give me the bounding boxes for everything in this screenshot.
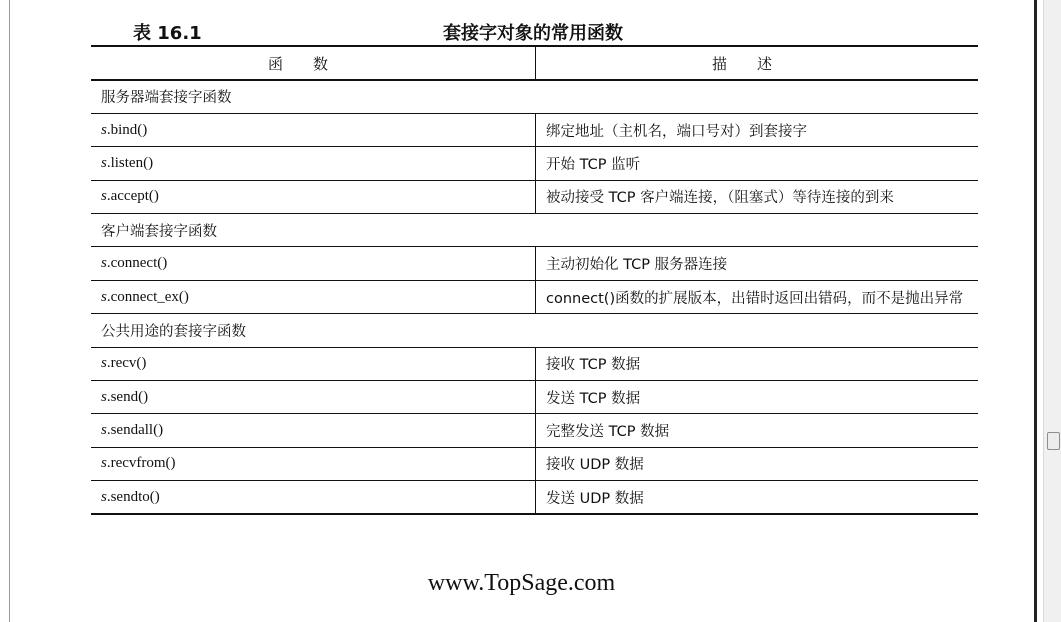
method-name: .recvfrom(): [106, 455, 176, 472]
description-cell: 接收 TCP 数据: [536, 347, 979, 380]
function-cell: [91, 381, 536, 414]
description-cell: connect()函数的扩展版本，出错时返回出错码，而不是抛出异常: [536, 280, 979, 313]
section-row: [91, 80, 978, 113]
method-name: .bind(): [106, 121, 148, 138]
description-cell: 完整发送 TCP 数据: [536, 414, 979, 447]
table-row: [91, 481, 978, 514]
table-row: [91, 247, 978, 280]
table-body: [91, 80, 978, 514]
method-name: .listen(): [106, 154, 154, 171]
object-name: s: [101, 188, 107, 205]
object-name: s: [101, 388, 107, 405]
method-name: .sendall(): [106, 422, 164, 439]
description-cell: 被动接受 TCP 客户端连接，（阻塞式）等待连接的到来: [536, 180, 979, 213]
section-row: [91, 214, 978, 247]
table-row: [91, 180, 978, 213]
object-name: s: [101, 455, 107, 472]
function-cell: [91, 247, 536, 280]
method-name: .connect(): [106, 255, 168, 272]
function-cell: [91, 481, 536, 514]
description-cell: 主动初始化 TCP 服务器连接: [536, 247, 979, 280]
header-function: 函数: [91, 46, 536, 80]
table-row: [91, 280, 978, 313]
function-cell: [91, 414, 536, 447]
object-name: s: [101, 422, 107, 439]
page-right-edge: [1034, 0, 1037, 622]
object-name: s: [101, 121, 107, 138]
description-cell: 发送 UDP 数据: [536, 481, 979, 514]
function-cell: [91, 113, 536, 146]
section-row: [91, 314, 978, 347]
table-number: 表 16.1: [133, 23, 202, 44]
object-name: s: [101, 255, 107, 272]
page-left-edge: [9, 0, 10, 622]
table-header-row: [91, 46, 978, 80]
header-description: 描述: [536, 46, 979, 80]
description-cell: 开始 TCP 监听: [536, 147, 979, 180]
object-name: s: [101, 154, 107, 171]
method-name: .accept(): [106, 188, 159, 205]
scrollbar-thumb[interactable]: [1047, 432, 1060, 450]
description-cell: 绑定地址（主机名，端口号对）到套接字: [536, 113, 979, 146]
section-heading: 客户端套接字函数: [91, 214, 978, 247]
table-row: [91, 347, 978, 380]
function-cell: [91, 347, 536, 380]
object-name: s: [101, 355, 107, 372]
section-heading: 服务器端套接字函数: [91, 80, 978, 113]
table-row: [91, 414, 978, 447]
function-cell: [91, 280, 536, 313]
table-row: [91, 381, 978, 414]
description-cell: 发送 TCP 数据: [536, 381, 979, 414]
section-heading: 公共用途的套接字函数: [91, 314, 978, 347]
description-cell: 接收 UDP 数据: [536, 447, 979, 480]
table-title: 套接字对象的常用函数: [443, 23, 623, 44]
method-name: .connect_ex(): [106, 288, 189, 305]
vertical-scrollbar[interactable]: [1043, 0, 1061, 622]
table-row: [91, 113, 978, 146]
function-cell: [91, 180, 536, 213]
function-cell: [91, 147, 536, 180]
table-row: [91, 447, 978, 480]
object-name: s: [101, 288, 107, 305]
function-cell: [91, 447, 536, 480]
table-row: [91, 147, 978, 180]
functions-table: [91, 45, 978, 515]
method-name: .sendto(): [106, 488, 160, 505]
object-name: s: [101, 488, 107, 505]
method-name: .send(): [106, 388, 149, 405]
footer-watermark: www.TopSage.com: [427, 570, 616, 596]
method-name: .recv(): [106, 355, 147, 372]
